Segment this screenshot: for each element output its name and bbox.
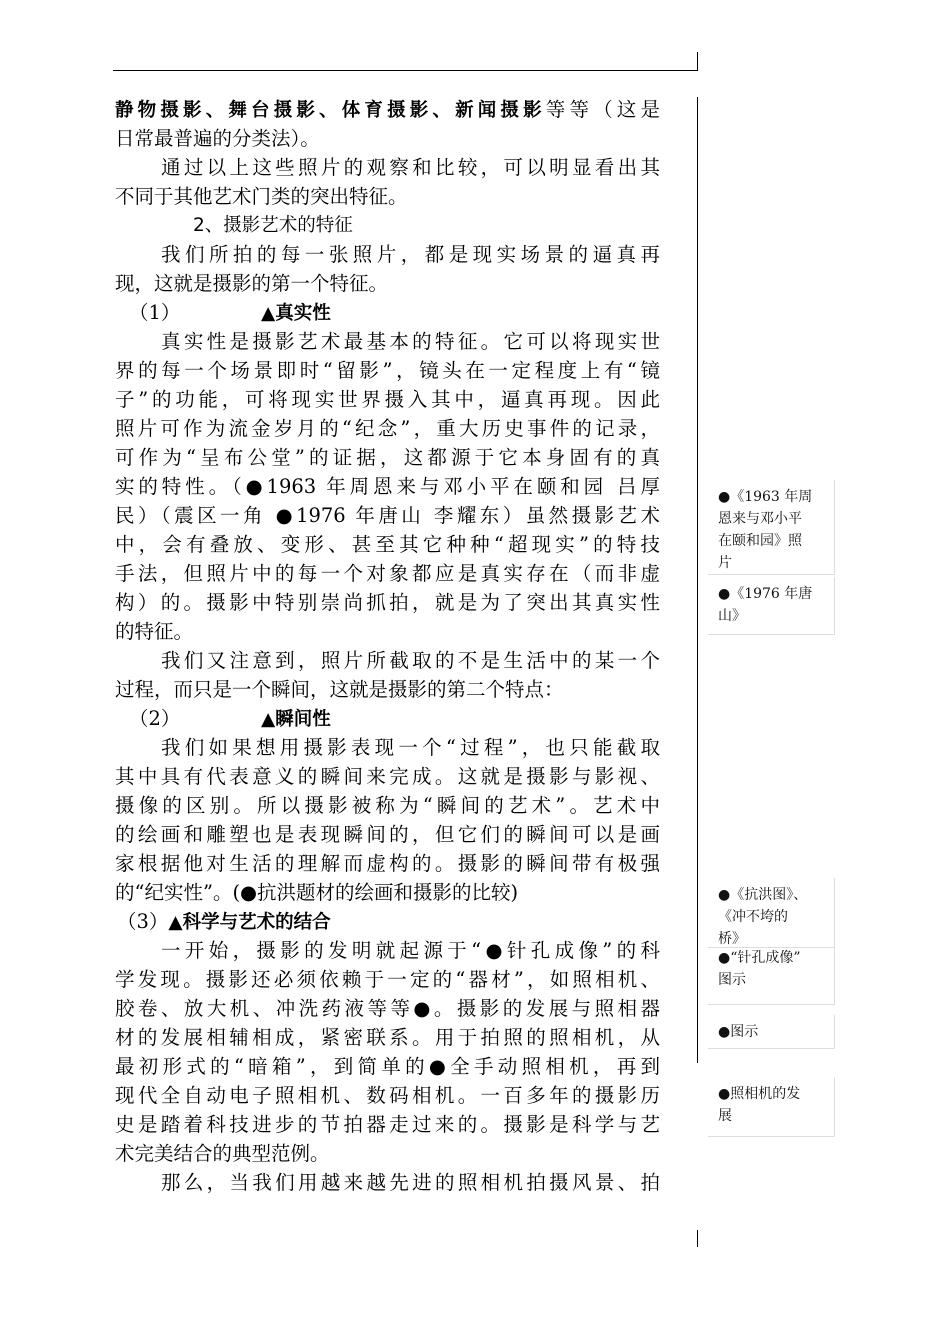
paragraph-line: 一开始，摄影的发明就起源于“●针孔成像”的科 xyxy=(161,939,660,962)
paragraph-line: 术完美结合的典型范例。 xyxy=(115,1142,330,1165)
subsection-heading: （3）▲科学与艺术的结合 xyxy=(117,910,331,933)
paragraph-line: 其中具有代表意义的瞬间来完成。这就是摄影与影视、 xyxy=(115,765,660,788)
margin-note-zhou-deng-photo: ●《1963 年周 恩来与邓小平 在颐和园》照 片 xyxy=(708,480,835,575)
paragraph-line: 可作为“呈布公堂”的证据，这都源于它本身固有的真 xyxy=(115,446,660,469)
paragraph-line: 材的发展相辅相成，紧密联系。用于拍照的照相机，从 xyxy=(115,1026,660,1049)
header-rule xyxy=(113,70,698,71)
paragraph-line: 的特征。 xyxy=(115,620,194,643)
paragraph-line: 我们所拍的每一张照片，都是现实场景的逼真再 xyxy=(161,243,660,266)
paragraph-line: 不同于其他艺术门类的突出特征。 xyxy=(115,185,408,208)
paragraph-line: 构）的。摄影中特别崇尚抓拍，就是为了突出其真实性 xyxy=(115,591,660,614)
body-text xyxy=(115,95,660,1197)
paragraph-line: 我们又注意到，照片所截取的不是生活中的某一个 xyxy=(161,649,660,672)
paragraph-line: 手法，但照片中的每一个对象都应是真实存在（而非虚 xyxy=(115,562,660,585)
paragraph-line: 过程，而只是一个瞬间，这就是摄影的第二个特点： xyxy=(115,678,564,701)
paragraph-line: 静物摄影、舞台摄影、体育摄影、新闻摄影等等（这是 xyxy=(115,98,660,121)
paragraph-line: 现代全自动电子照相机、数码相机。一百多年的摄影历 xyxy=(115,1084,660,1107)
subsection-heading: （2） ▲瞬间性 xyxy=(129,707,331,730)
paragraph-line: 那么，当我们用越来越先进的照相机拍摄风景、拍 xyxy=(161,1171,660,1194)
subsection-heading: （1） ▲真实性 xyxy=(129,301,331,324)
section-heading: 2、摄影艺术的特征 xyxy=(193,215,353,236)
margin-note-flood-works: ●《抗洪图》、 《冲不垮的 桥》 xyxy=(708,878,835,948)
margin-note-tangshan-photo: ●《1976 年唐 山》 xyxy=(708,577,835,635)
paragraph-line: 家根据他对生活的理解而虚构的。摄影的瞬间带有极强 xyxy=(115,852,660,875)
margin-note-pinhole-diagram: ●“针孔成像” 图示 xyxy=(708,941,835,1005)
paragraph-line: 我们如果想用摄影表现一个“过程”，也只能截取 xyxy=(161,736,660,759)
paragraph-line: 实的特性。（●1963 年周恩来与邓小平在颐和园 吕厚 xyxy=(115,475,660,498)
paragraph-line: 通过以上这些照片的观察和比较，可以明显看出其 xyxy=(161,156,660,179)
paragraph-line: 最初形式的“暗箱”，到简单的●全手动照相机，再到 xyxy=(115,1055,660,1078)
paragraph-line: 照片可作为流金岁月的“纪念”，重大历史事件的记录， xyxy=(115,417,660,440)
paragraph-line: 真实性是摄影艺术最基本的特征。它可以将现实世 xyxy=(161,330,660,353)
paragraph-line: 界的每一个场景即时“留影”，镜头在一定程度上有“镜 xyxy=(115,359,660,382)
paragraph-line: 的绘画和雕塑也是表现瞬间的，但它们的瞬间可以是画 xyxy=(115,823,660,846)
paragraph-line: 日常最普遍的分类法）。 xyxy=(115,127,320,150)
header-rule-tick xyxy=(697,52,698,71)
paragraph-line: 史是踏着科技进步的节拍器走过来的。摄影是科学与艺 xyxy=(115,1113,660,1136)
paragraph-line: 中，会有叠放、变形、甚至其它种种“超现实”的特技 xyxy=(115,533,660,556)
paragraph-line: 胶卷、放大机、冲洗药液等等●。摄影的发展与照相器 xyxy=(115,997,660,1020)
paragraph-line: 现，这就是摄影的第一个特征。 xyxy=(115,272,389,295)
margin-note-diagram: ●图示 xyxy=(708,1015,835,1049)
paragraph-line: 摄像的区别。所以摄影被称为“瞬间的艺术”。艺术中 xyxy=(115,794,660,817)
bold-categories: 静物摄影、舞台摄影、体育摄影、新闻摄影 xyxy=(115,100,546,121)
paragraph-line: 民）（震区一角 ●1976 年唐山 李耀东）虽然摄影艺术 xyxy=(115,504,660,527)
paragraph-line: 的“纪实性”。(●抗洪题材的绘画和摄影的比较) xyxy=(115,881,519,904)
margin-note-camera-development: ●照相机的发 展 xyxy=(708,1077,835,1137)
paragraph-line: 学发现。摄影还必须依赖于一定的“器材”，如照相机、 xyxy=(115,968,660,991)
paragraph-line: 子”的功能，可将现实世界摄入其中，逼真再现。因此 xyxy=(115,388,660,411)
margin-divider-bottom xyxy=(697,1230,698,1247)
margin-divider xyxy=(697,97,698,1063)
